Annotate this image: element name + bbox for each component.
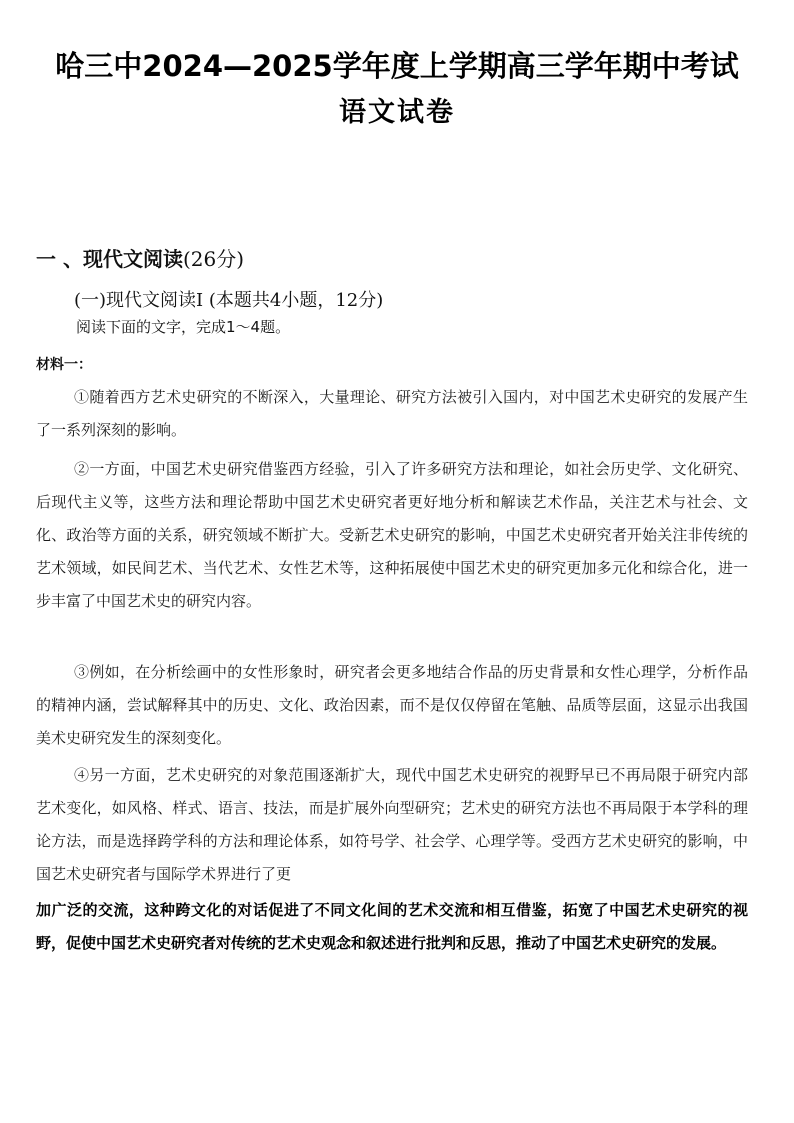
paragraph-4: ④另一方面，艺术史研究的对象范围逐渐扩大，现代中国艺术史研究的视野早已不再局限于研究内部艺术变化，如风格、样式、语言、技法，而是扩展外向型研究；艺术史的研究方法也不再局限于本学科的理论方法，而是选择跨学科的方法和理论体系，如符号学、社会学、心理学等。受西方艺术史研究的影响，中国艺术史研究者与国际学术界进行了更 — [36, 766, 748, 883]
paragraph-4-continued: 加广泛的交流，这种跨文化的对话促进了不同文化间的艺术交流和相互借鉴，拓宽了中国艺术史研究的视野，促使中国艺术史研究者对传统的艺术史观念和叙述进行批判和反思，推动了中国艺术史研究的发展。 — [36, 901, 748, 952]
subsection-heading: (一)现代文阅读I (本题共4小题，12分) — [74, 290, 384, 311]
exam-subtitle: 语文试卷 — [339, 97, 455, 128]
exam-title: 哈三中2024—2025学年度上学期高三学年期中考试 — [55, 49, 739, 83]
material-label: 材料一： — [36, 357, 92, 373]
section-heading-text: 一 、现代文阅读 — [36, 247, 183, 271]
paragraph-2: ②一方面，中国艺术史研究借鉴西方经验，引入了许多研究方法和理论，如社会历史学、文化研究、后现代主义等，这些方法和理论帮助中国艺术史研究者更好地分析和解读艺术作品，关注艺术与社会、文化、政治等方面的关系，研究领域不断扩大。受新艺术史研究的影响，中国艺术史研究者开始关注非传统的艺术领域，如民间艺术、当代艺术、女性艺术等，这种拓展使中国艺术史的研究更加多元化和综合化，进一步丰富了中国艺术史的研究内容。 — [36, 460, 748, 610]
paragraph-3: ③例如，在分析绘画中的女性形象时，研究者会更多地结合作品的历史背景和女性心理学，分析作品的精神内涵，尝试解释其中的历史、文化、政治因素，而不是仅仅停留在笔触、品质等层面，这显示出我国美术史研究发生的深刻变化。 — [36, 663, 748, 747]
reading-instruction: 阅读下面的文字，完成1～4题。 — [76, 318, 291, 336]
section-heading — [36, 243, 244, 272]
section-score: (26分) — [182, 247, 245, 271]
paragraph-1: ①随着西方艺术史研究的不断深入，大量理论、研究方法被引入国内，对中国艺术史研究的发展产生了一系列深刻的影响。 — [36, 388, 748, 439]
